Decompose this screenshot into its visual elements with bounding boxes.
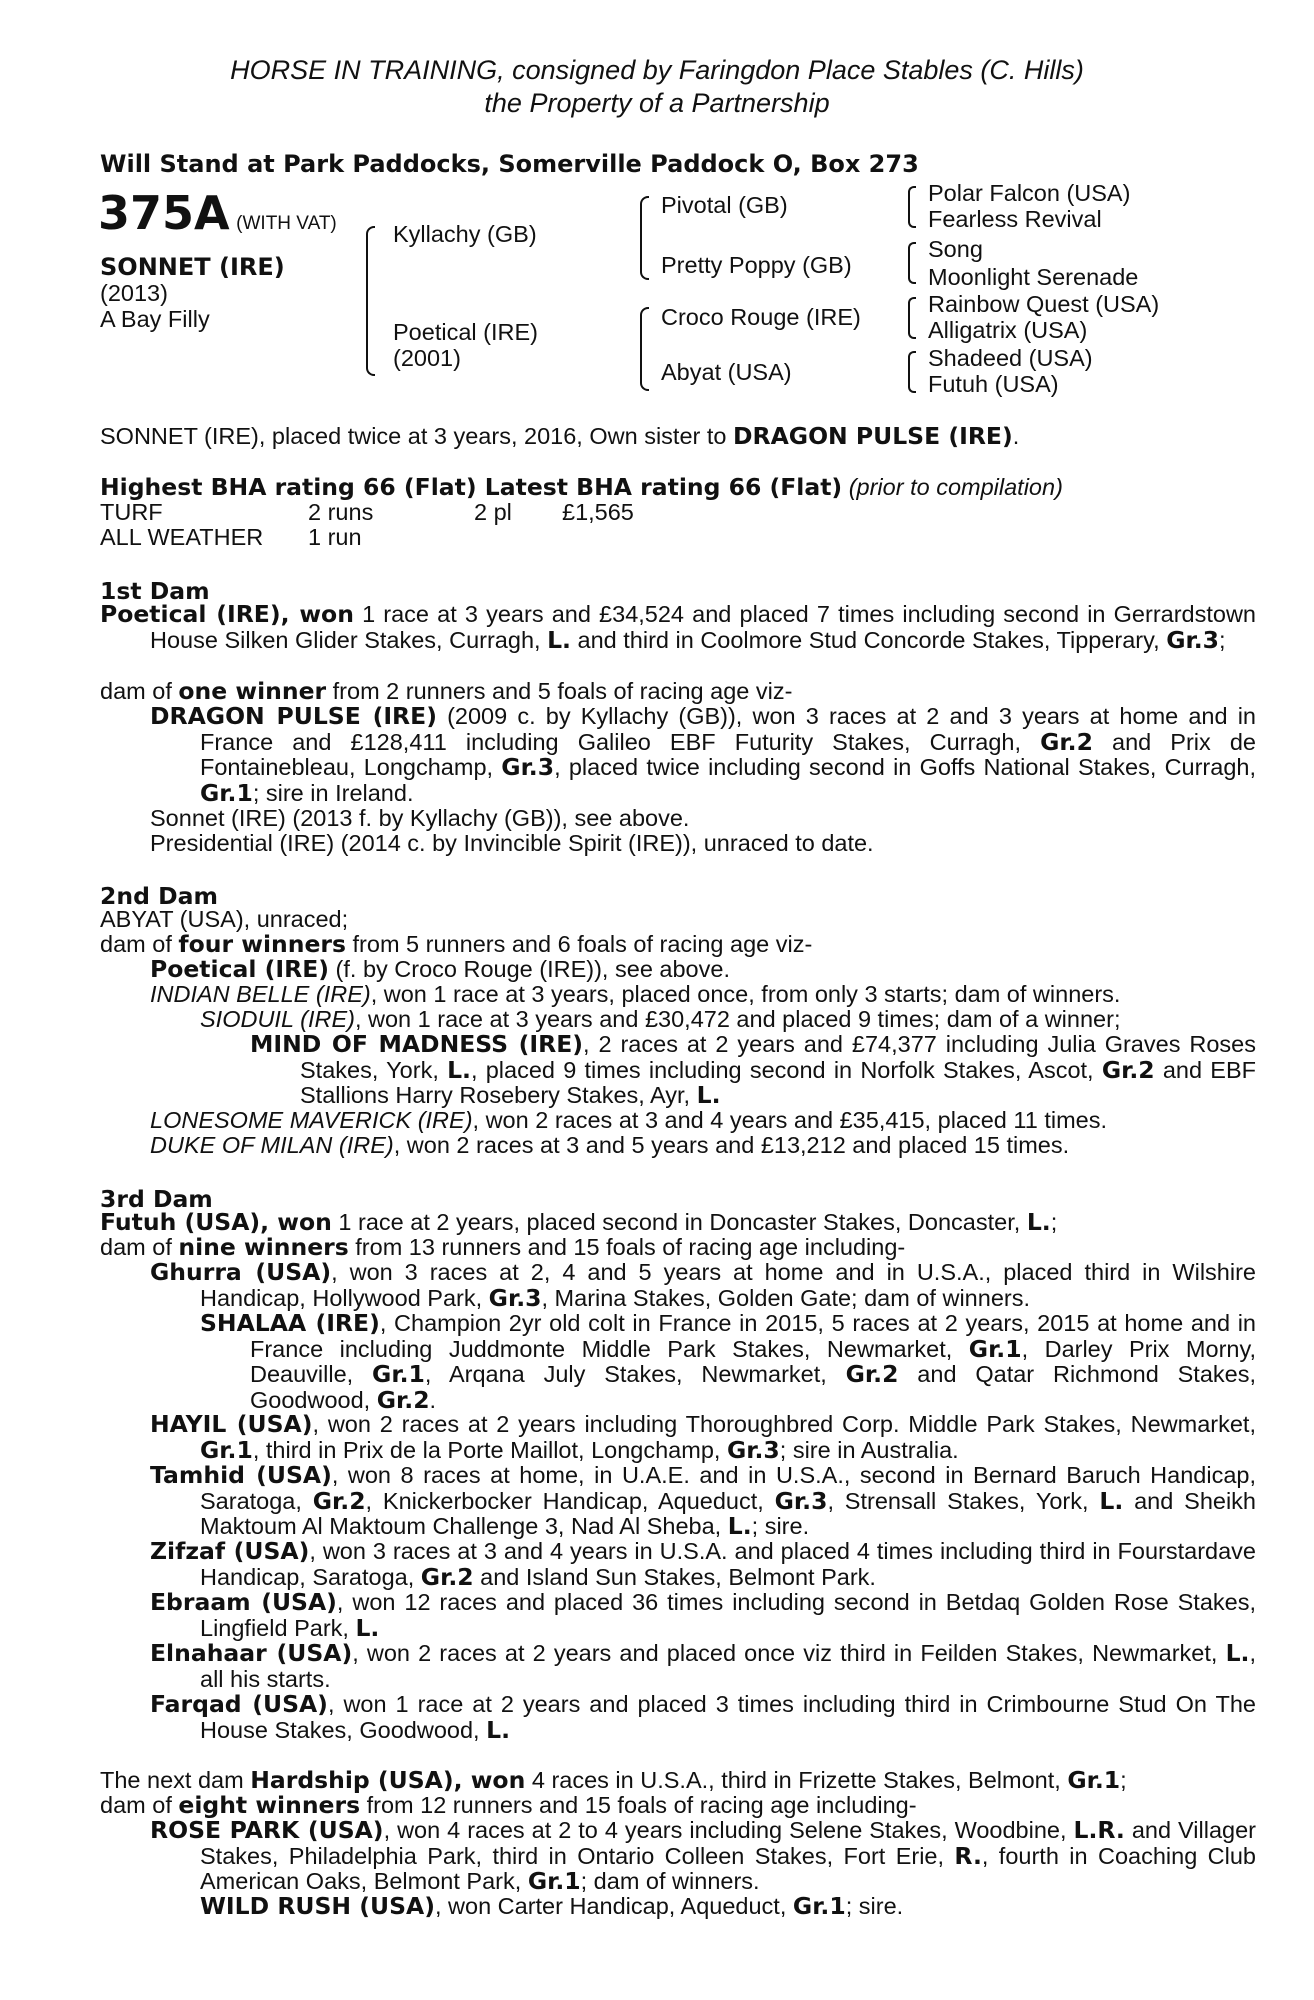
- text-segment: , third in Prix de la Porte Maillot, Longchamp,: [252, 1436, 727, 1463]
- bold-text: ,: [260, 1208, 278, 1236]
- bold-text: Gr.2: [420, 1562, 474, 1591]
- text-segment: , Darley Prix Morny, Deauville,: [250, 1335, 1256, 1388]
- vat-note: (WITH VAT): [236, 213, 337, 234]
- text-segment: dam of: [100, 1234, 179, 1260]
- pedigree-dam-dam: Abyat (USA): [661, 359, 792, 385]
- bold-text: Gr.3: [1166, 625, 1219, 654]
- offspring-entry: [150, 1412, 1256, 1463]
- text-segment: ; sire.: [845, 1893, 904, 1919]
- turf-placed: 2 pl: [474, 499, 512, 525]
- bold-text: L.: [486, 1715, 510, 1744]
- bold-text: Gr.1: [968, 1334, 1022, 1363]
- bold-text: Gr.2: [845, 1360, 899, 1389]
- bold-text: Gr.1: [200, 778, 253, 807]
- bold-text: Gr.2: [1101, 1055, 1155, 1084]
- bold-text: L.: [696, 1081, 721, 1110]
- next-dam-record: [100, 1768, 1206, 1794]
- text-segment: ;: [1219, 626, 1226, 653]
- text-segment: dam of: [100, 678, 179, 704]
- turf-runs: 2 runs: [308, 499, 374, 525]
- text-segment: ;: [1120, 1767, 1127, 1793]
- bold-text: Gr.1: [792, 1892, 846, 1920]
- pedigree-brace: [640, 196, 649, 280]
- bold-text: L.: [547, 625, 571, 654]
- bold-text: won: [277, 1208, 332, 1236]
- text-segment: , won 8 races at home, in U.A.E. and in U.S.A., second in Bernard Baruch Handicap, Saratoga,: [200, 1462, 1257, 1514]
- pedigree-brace: [640, 307, 649, 391]
- aw-runs: 1 run: [308, 524, 362, 550]
- text-segment: ; sire in Ireland.: [252, 779, 414, 806]
- bold-text: Gr.2: [1040, 727, 1093, 756]
- bold-text: MIND OF MADNESS (IRE): [250, 1030, 584, 1058]
- bold-text: Hardship (USA): [250, 1766, 454, 1794]
- bold-text: Gr.3: [774, 1486, 828, 1515]
- offspring-entry: [150, 1133, 1206, 1159]
- second-dam-produce: [100, 932, 1206, 958]
- bold-text: Zifzaf (USA): [150, 1537, 310, 1565]
- bold-text: nine winners: [178, 1233, 349, 1261]
- bold-text: Gr.3: [488, 1283, 542, 1312]
- text-segment: ; sire in Australia.: [779, 1436, 959, 1463]
- offspring-entry: [150, 1260, 1256, 1311]
- first-dam-produce: [100, 679, 1206, 705]
- offspring-entry: [150, 1590, 1256, 1641]
- summary-end: .: [1012, 423, 1020, 449]
- lot-number: 375A: [98, 186, 230, 240]
- text-segment: , won 2 races at 2 years and placed once viz third in Feilden Stakes, Newmarket,: [352, 1640, 1226, 1666]
- italic-text: INDIAN BELLE (IRE): [150, 981, 371, 1007]
- text-segment: , placed 9 times including second in Norfolk Stakes, Ascot,: [470, 1056, 1102, 1083]
- text-segment: , won 2 races at 3 and 4 years and £35,415, placed 11 times.: [472, 1107, 1107, 1133]
- first-dam-heading: 1st Dam: [100, 577, 210, 605]
- turf-prize: £1,565: [562, 499, 634, 525]
- text-segment: , won 1 race at 2 years and placed 3 times including third in Crimbourne Stud On The House Stakes, Goodwood,: [200, 1691, 1256, 1743]
- pedigree-brace: [908, 351, 916, 393]
- bold-text: Gr.2: [376, 1385, 430, 1414]
- bold-text: Elnahaar (USA): [150, 1639, 353, 1667]
- text-segment: and EBF Stallions Harry Rosebery Stakes, Ayr,: [300, 1056, 1256, 1109]
- text-segment: dam of: [100, 1792, 179, 1818]
- italic-text: SIODUIL (IRE): [200, 1006, 355, 1032]
- second-dam-record: ABYAT (USA), unraced;: [100, 906, 349, 932]
- text-segment: dam of: [100, 931, 179, 957]
- bold-text: HAYIL (USA): [150, 1410, 313, 1438]
- bold-text: won: [299, 600, 354, 628]
- text-segment: , won 1 race at 3 years and £30,472 and placed 9 times; dam of a winner;: [354, 1006, 1121, 1032]
- offspring-entry: [250, 1032, 1256, 1109]
- text-segment: from 12 runners and 15 foals of racing age including-: [360, 1792, 917, 1818]
- rating-text: Highest BHA rating 66 (Flat) Latest BHA rating 66 (Flat): [100, 473, 843, 501]
- pedigree-dam-year: (2001): [393, 345, 461, 371]
- pedigree-dam: Poetical (IRE): [393, 319, 538, 345]
- text-segment: and Villager Stakes, Philadelphia Park, third in Ontario Colleen Stakes, Fort Erie,: [200, 1817, 1256, 1869]
- bold-text: Gr.1: [527, 1867, 581, 1896]
- text-segment: from 5 runners and 6 foals of racing age viz-: [346, 931, 813, 957]
- bold-text: Poetical (IRE): [150, 955, 329, 983]
- text-segment: and Sheikh Maktoum Al Maktoum Challenge 3, Nad Al Sheba,: [200, 1487, 1256, 1540]
- pedigree-ssd: Fearless Revival: [928, 206, 1102, 232]
- bold-text: Gr.3: [726, 1435, 780, 1464]
- bold-text: Poetical (IRE): [100, 600, 281, 628]
- bold-text: DRAGON PULSE (IRE): [150, 702, 437, 730]
- text-segment: , Champion 2yr old colt in France in 2015, 5 races at 2 years, 2015 at home and in France including Juddmonte Middle Park Stakes, Newmarket,: [250, 1310, 1256, 1362]
- text-segment: .: [429, 1386, 437, 1413]
- pedigree-brace: [908, 186, 916, 228]
- text-segment: and Prix de Fontainebleau, Longchamp,: [200, 728, 1256, 781]
- italic-text: LONESOME MAVERICK (IRE): [150, 1107, 473, 1133]
- offspring-entry: [200, 1311, 1256, 1413]
- offspring-entry: [150, 1692, 1256, 1743]
- horse-year: (2013): [100, 280, 168, 306]
- bold-text: L.: [1099, 1486, 1124, 1515]
- pedigree-dds: Shadeed (USA): [928, 345, 1093, 371]
- text-segment: , won Carter Handicap, Aqueduct,: [434, 1893, 793, 1919]
- text-segment: , 2 races at 2 years and £74,377 including Julia Graves Roses Stakes, York,: [300, 1031, 1256, 1083]
- text-segment: , won 4 races at 2 to 4 years including Selene Stakes, Woodbine,: [383, 1817, 1074, 1843]
- text-segment: and third in Coolmore Stud Concorde Stakes, Tipperary,: [570, 626, 1167, 653]
- bold-text: L.: [355, 1613, 380, 1642]
- bold-text: WILD RUSH (USA): [200, 1892, 435, 1920]
- text-segment: ;: [1050, 1209, 1058, 1235]
- bold-text: Gr.1: [372, 1360, 425, 1389]
- text-segment: (f. by Croco Rouge (IRE)), see above.: [329, 956, 730, 982]
- text-segment: , Strensall Stakes, York,: [827, 1487, 1100, 1514]
- bold-text: Ebraam (USA): [150, 1588, 337, 1616]
- second-dam-heading: 2nd Dam: [100, 882, 218, 910]
- catalogue-header-line1: HORSE IN TRAINING, consigned by Faringdon Place Stables (C. Hills): [230, 55, 1084, 85]
- summary-text: SONNET (IRE), placed twice at 3 years, 2016, Own sister to: [100, 423, 733, 449]
- text-segment: , Marina Stakes, Golden Gate; dam of winners.: [541, 1284, 1030, 1311]
- aw-label: ALL WEATHER: [100, 524, 264, 550]
- bold-text: R.: [954, 1841, 982, 1870]
- horse-name: SONNET (IRE): [100, 253, 285, 281]
- text-segment: 1 race at 3 years and £34,524 and placed 7 times including second in Gerrardstown House Silken Glider Stakes, Curragh,: [150, 601, 1256, 653]
- text-segment: , won 12 races and placed 36 times including second in Betdaq Golden Rose Stakes, Lingfield Park,: [200, 1589, 1257, 1641]
- text-segment: , Arqana July Stakes, Newmarket,: [424, 1361, 846, 1388]
- text-segment: from 2 runners and 5 foals of racing age viz-: [326, 678, 793, 704]
- offspring-entry: Sonnet (IRE) (2013 f. by Kyllachy (GB)), see above.: [150, 805, 690, 831]
- third-dam-record: [100, 1210, 1206, 1236]
- pedigree-sds: Song: [928, 236, 983, 262]
- text-segment: ; dam of winners.: [580, 1868, 760, 1895]
- offspring-entry: Presidential (IRE) (2014 c. by Invincible Spirit (IRE)), unraced to date.: [150, 830, 874, 856]
- pedigree-brace: [908, 297, 916, 339]
- bold-text: one winner: [178, 677, 327, 705]
- bold-text: won: [470, 1766, 526, 1794]
- pedigree-sire-dam: Pretty Poppy (GB): [661, 252, 852, 278]
- bold-text: L.: [727, 1512, 752, 1541]
- pedigree-dsd: Alligatrix (USA): [928, 317, 1088, 343]
- text-segment: (2009 c. by Kyllachy (GB)), won 3 races at 2 and 3 years at home and in France and £128,411 including Galileo EBF Futurity Stakes, Curragh,: [200, 703, 1256, 755]
- text-segment: , won 2 races at 3 and 5 years and £13,212 and placed 15 times.: [393, 1132, 1070, 1158]
- pedigree-dam-sire: Croco Rouge (IRE): [661, 304, 861, 330]
- bold-text: Farqad (USA): [150, 1690, 328, 1718]
- turf-label: TURF: [100, 499, 163, 525]
- offspring-entry: [150, 957, 1206, 983]
- pedigree-sire-sire: Pivotal (GB): [661, 192, 788, 218]
- offspring-entry: [200, 1894, 1206, 1920]
- text-segment: 1 race at 2 years, placed second in Doncaster Stakes, Doncaster,: [331, 1209, 1027, 1235]
- offspring-entry: [150, 1108, 1206, 1134]
- stand-location: Will Stand at Park Paddocks, Somerville Paddock O, Box 273: [100, 150, 919, 178]
- bold-text: Tamhid (USA): [150, 1461, 332, 1489]
- bold-text: L.: [1026, 1208, 1051, 1236]
- text-segment: and Island Sun Stakes, Belmont Park.: [473, 1563, 876, 1590]
- third-dam-produce: [100, 1235, 1206, 1261]
- text-segment: ; sire.: [751, 1513, 810, 1540]
- pedigree-ddd: Futuh (USA): [928, 371, 1059, 397]
- bold-text: ROSE PARK (USA): [150, 1816, 384, 1844]
- pedigree-brace: [366, 226, 375, 376]
- offspring-entry: [150, 1539, 1256, 1590]
- pedigree-sire: Kyllachy (GB): [393, 221, 537, 247]
- offspring-entry: [150, 704, 1256, 806]
- offspring-entry: [150, 982, 1206, 1008]
- offspring-entry: [150, 1818, 1256, 1895]
- rating-note: (prior to compilation): [848, 474, 1063, 500]
- text-segment: 4 races in U.S.A., third in Frizette Stakes, Belmont,: [525, 1767, 1068, 1793]
- offspring-entry: [150, 1641, 1256, 1692]
- text-segment: , won 3 races at 2, 4 and 5 years at home and in U.S.A., placed third in Wilshire Handicap, Hollywood Park,: [200, 1259, 1256, 1311]
- summary-line: [100, 424, 1019, 450]
- bold-text: ,: [280, 600, 300, 628]
- text-segment: , won 1 race at 3 years, placed once, from only 3 starts; dam of winners.: [370, 981, 1121, 1007]
- text-segment: , won 3 races at 3 and 4 years in U.S.A. and placed 4 times including third in Fourstardave Handicap, Saratoga,: [200, 1538, 1257, 1590]
- pedigree-sdd: Moonlight Serenade: [928, 264, 1139, 290]
- bold-text: Gr.1: [1067, 1766, 1121, 1794]
- bold-text: L.R.: [1073, 1816, 1125, 1844]
- next-dam-produce: [100, 1793, 1206, 1819]
- bold-text: Futuh (USA): [100, 1208, 261, 1236]
- lot-block: [98, 186, 337, 240]
- text-segment: The next dam: [100, 1767, 251, 1793]
- bold-text: L.: [447, 1055, 471, 1084]
- first-dam-record: [100, 602, 1256, 653]
- bold-text: L.: [1225, 1639, 1250, 1667]
- third-dam-heading: 3rd Dam: [100, 1185, 213, 1213]
- catalogue-header-line2: the Property of a Partnership: [484, 88, 830, 118]
- pedigree-dss: Rainbow Quest (USA): [928, 291, 1160, 317]
- bold-text: four winners: [178, 930, 346, 958]
- bold-text: Gr.1: [200, 1435, 253, 1464]
- italic-text: DUKE OF MILAN (IRE): [150, 1132, 394, 1158]
- offspring-entry: [200, 1007, 1206, 1033]
- bold-text: Ghurra (USA): [150, 1258, 332, 1286]
- text-segment: from 13 runners and 15 foals of racing age including-: [348, 1234, 906, 1260]
- text-segment: , placed twice including second in Goffs National Stakes, Curragh,: [554, 754, 1256, 781]
- pedigree-sss: Polar Falcon (USA): [928, 180, 1131, 206]
- text-segment: , won 2 races at 2 years including Thoroughbred Corp. Middle Park Stakes, Newmarket,: [312, 1411, 1256, 1437]
- offspring-entry: [150, 1463, 1256, 1540]
- text-segment: , Knickerbocker Handicap, Aqueduct,: [365, 1487, 775, 1514]
- rating-line: [100, 475, 1063, 501]
- summary-highlight: DRAGON PULSE (IRE): [733, 422, 1013, 450]
- pedigree-brace: [908, 242, 916, 284]
- text-segment: , fourth in Coaching Club American Oaks, Belmont Park,: [200, 1842, 1256, 1895]
- text-segment: , all his starts.: [200, 1640, 1256, 1692]
- bold-text: ,: [453, 1766, 471, 1794]
- bold-text: eight winners: [178, 1791, 361, 1819]
- bold-text: SHALAA (IRE): [200, 1309, 380, 1337]
- bold-text: Gr.2: [312, 1486, 366, 1515]
- horse-description: A Bay Filly: [100, 306, 210, 332]
- text-segment: and Qatar Richmond Stakes, Goodwood,: [250, 1361, 1256, 1413]
- bold-text: Gr.3: [501, 753, 555, 782]
